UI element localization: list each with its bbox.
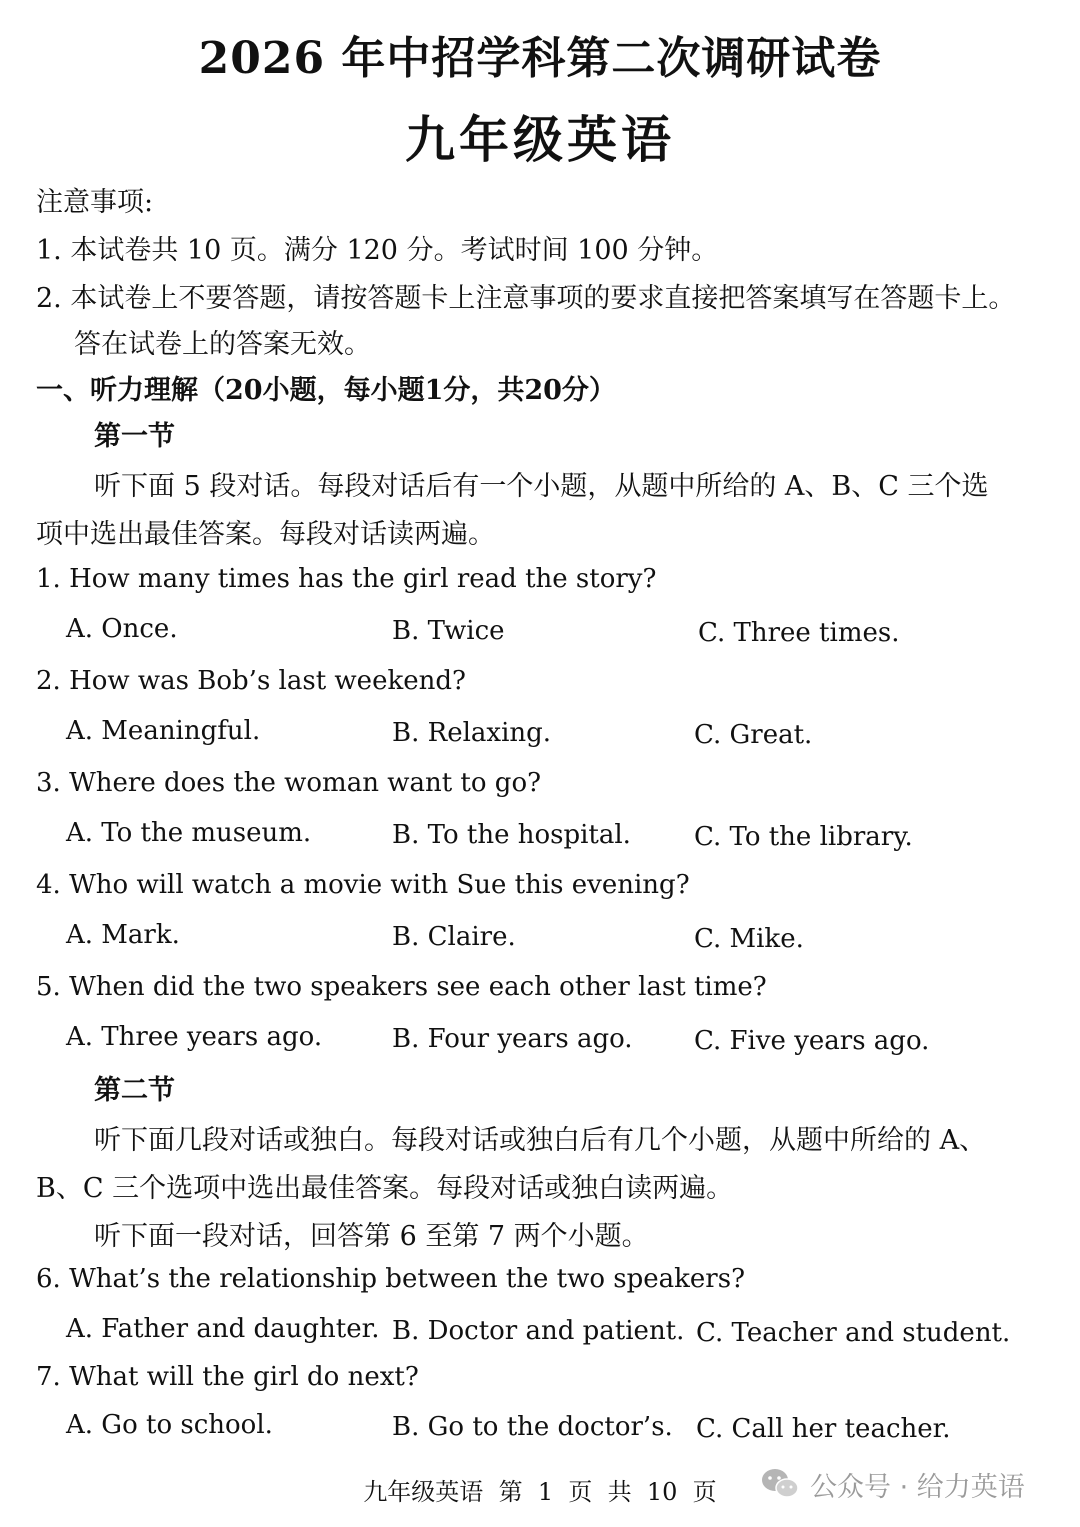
wechat-icon: [760, 1466, 800, 1502]
part-1-heading: 第一节: [94, 421, 175, 452]
question-7: 7. What will the girl do next?: [36, 1362, 419, 1392]
question-1-option-b: B. Twice: [392, 616, 505, 646]
notes-heading: 注意事项:: [36, 187, 154, 218]
exam-subject: 九年级英语: [405, 110, 675, 169]
watermark: [760, 1462, 1025, 1506]
question-3-option-b: B. To the hospital.: [392, 820, 631, 850]
question-4-option-c: C. Mike.: [694, 924, 804, 954]
question-6-option-c: C. Teacher and student.: [696, 1318, 1011, 1348]
question-3: 3. Where does the woman want to go?: [36, 768, 542, 798]
question-1-option-a: A. Once.: [66, 614, 178, 644]
question-5-option-b: B. Four years ago.: [392, 1024, 633, 1054]
section-1-heading: 一、听力理解（20小题，每小题1分，共20分）: [36, 375, 616, 406]
question-5: 5. When did the two speakers see each other last time?: [36, 972, 767, 1002]
question-7-option-a: A. Go to school.: [66, 1410, 273, 1440]
question-4-option-a: A. Mark.: [66, 920, 180, 950]
question-3-option-c: C. To the library.: [694, 822, 913, 852]
part-2-instructions-line-2: B、C 三个选项中选出最佳答案。每段对话或独白读两遍。: [36, 1173, 734, 1204]
question-1: 1. How many times has the girl read the story?: [36, 564, 657, 594]
part-2-instructions-line-1: 听下面几段对话或独白。每段对话或独白后有几个小题，从题中所给的 A、: [94, 1125, 987, 1156]
question-2: 2. How was Bob’s last weekend?: [36, 666, 466, 696]
question-1-option-c: C. Three times.: [698, 618, 900, 648]
page-number-text: 九年级英语 第 1 页 共 10 页: [363, 1478, 717, 1506]
question-6-option-a: A. Father and daughter.: [66, 1314, 380, 1344]
notes-item-1: 1. 本试卷共 10 页。满分 120 分。考试时间 100 分钟。: [36, 235, 719, 266]
question-3-option-a: A. To the museum.: [66, 818, 312, 848]
question-4-option-b: B. Claire.: [392, 922, 516, 952]
part-1-instructions-line-2: 项中选出最佳答案。每段对话读两遍。: [36, 519, 495, 550]
question-5-option-c: C. Five years ago.: [694, 1026, 930, 1056]
watermark-text: 公众号 · 给力英语: [810, 1471, 1025, 1503]
question-6-option-b: B. Doctor and patient.: [392, 1316, 685, 1346]
question-2-option-a: A. Meaningful.: [66, 716, 261, 746]
exam-title: 2026 年中招学科第二次调研试卷: [198, 33, 882, 84]
part-2-heading: 第二节: [94, 1075, 175, 1106]
question-2-option-b: B. Relaxing.: [392, 718, 552, 748]
question-7-option-c: C. Call her teacher.: [696, 1414, 951, 1444]
question-6: 6. What’s the relationship between the two speakers?: [36, 1264, 746, 1294]
question-2-option-c: C. Great.: [694, 720, 813, 750]
part-2-instructions-line-3: 听下面一段对话，回答第 6 至第 7 两个小题。: [94, 1221, 649, 1252]
question-5-option-a: A. Three years ago.: [66, 1022, 323, 1052]
notes-item-2-line-2: 答在试卷上的答案无效。: [74, 329, 371, 360]
notes-item-2-line-1: 2. 本试卷上不要答题，请按答题卡上注意事项的要求直接把答案填写在答题卡上。: [36, 283, 1016, 314]
question-4: 4. Who will watch a movie with Sue this evening?: [36, 870, 690, 900]
part-1-instructions-line-1: 听下面 5 段对话。每段对话后有一个小题，从题中所给的 A、B、C 三个选: [94, 471, 989, 502]
question-7-option-b: B. Go to the doctor’s.: [392, 1412, 673, 1442]
